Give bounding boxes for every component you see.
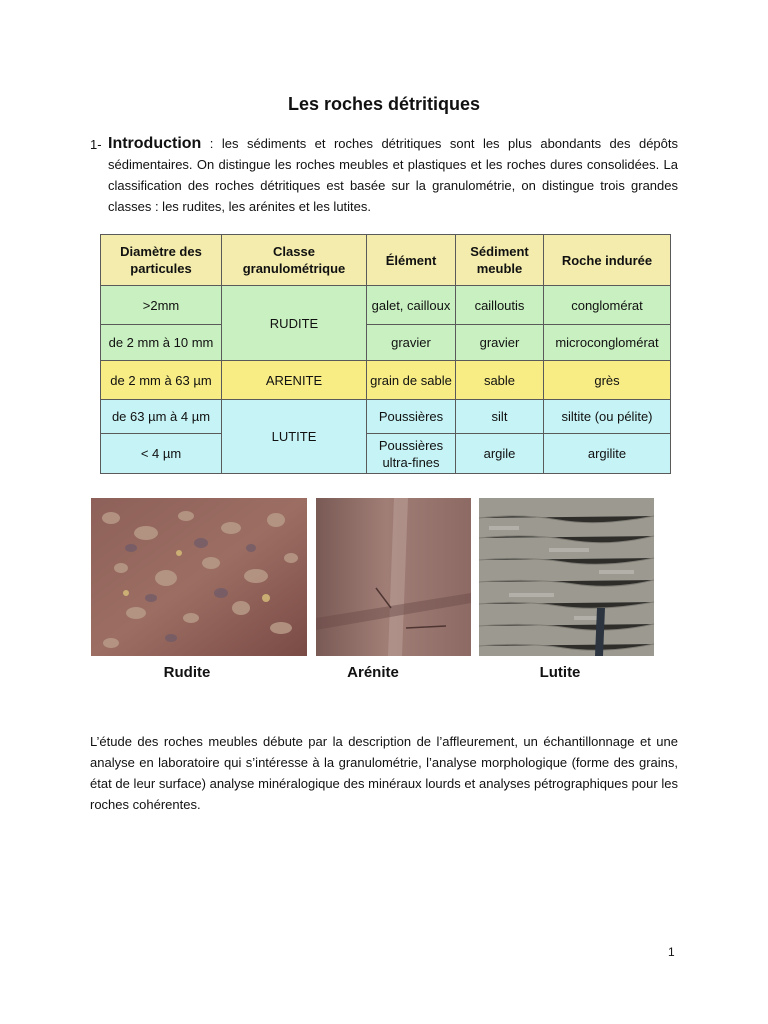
- cell-sediment: cailloutis: [456, 286, 544, 325]
- cell-diametre: >2mm: [101, 286, 222, 325]
- cell-diametre: de 2 mm à 63 µm: [101, 361, 222, 400]
- body-paragraph: L’étude des roches meubles débute par la description de l’affleurement, un échantillonnage et une analyse en laboratoire qui s’intéresse à la granulométrie, l’analyse morphologique (forme des grains, état de leur surface) analyse minéralogique des minéraux lourds et analyses pétrographiques pour les roches cohérentes.: [90, 734, 678, 812]
- table-row: [101, 400, 671, 434]
- header-cell: Sédiment meuble: [456, 235, 544, 286]
- cell-classe: LUTITE: [222, 400, 367, 474]
- photo-caption: Lutite: [539, 664, 581, 681]
- cell-sediment: argile: [456, 434, 544, 474]
- cell-element: Poussières ultra-fines: [367, 434, 456, 474]
- cell-diametre: de 63 µm à 4 µm: [101, 400, 222, 434]
- granulometry-table: [100, 234, 671, 474]
- table-row: [101, 325, 671, 361]
- cell-sediment: sable: [456, 361, 544, 400]
- header-cell: Classe granulométrique: [222, 235, 367, 286]
- page-title: Les roches détritiques: [287, 94, 481, 114]
- page-number: 1: [668, 945, 675, 959]
- cell-sediment: silt: [456, 400, 544, 434]
- cell-diametre: de 2 mm à 10 mm: [101, 325, 222, 361]
- cell-roche: grès: [544, 361, 671, 400]
- arenite-photo: [316, 498, 471, 656]
- table-row: [101, 361, 671, 400]
- cell-element: grain de sable: [367, 361, 456, 400]
- intro-section: [90, 133, 678, 217]
- intro-heading: Introduction: [108, 135, 202, 152]
- intro-body: [108, 133, 678, 217]
- table-header-row: [101, 235, 671, 286]
- cell-roche: siltite (ou pélite): [544, 400, 671, 434]
- cell-roche: argilite: [544, 434, 671, 474]
- table-row: [101, 434, 671, 474]
- cell-diametre: < 4 µm: [101, 434, 222, 474]
- intro-text: : les sédiments et roches détritiques sont les plus abondants des dépôts sédimentaires. On distingue les roches meubles et plastiques et les roches dures consolidées. La classification des roches détritiques est basée sur la granulométrie, on distingue trois grandes classes : les rudites, les arénites et les lutites.: [108, 136, 678, 214]
- cell-element: gravier: [367, 325, 456, 361]
- section-number: 1-: [90, 137, 102, 152]
- lutite-photo: [479, 498, 654, 656]
- header-cell: Élément: [367, 235, 456, 286]
- cell-roche: microconglomérat: [544, 325, 671, 361]
- table-row: [101, 286, 671, 325]
- cell-element: Poussières: [367, 400, 456, 434]
- cell-classe: RUDITE: [222, 286, 367, 361]
- photo-caption: Rudite: [163, 664, 211, 681]
- photo-caption: Arénite: [347, 664, 399, 681]
- cell-roche: conglomérat: [544, 286, 671, 325]
- cell-classe: ARENITE: [222, 361, 367, 400]
- header-cell: Roche indurée: [544, 235, 671, 286]
- header-cell: Diamètre des particules: [101, 235, 222, 286]
- cell-element: galet, cailloux: [367, 286, 456, 325]
- rudite-photo: [91, 498, 307, 656]
- cell-sediment: gravier: [456, 325, 544, 361]
